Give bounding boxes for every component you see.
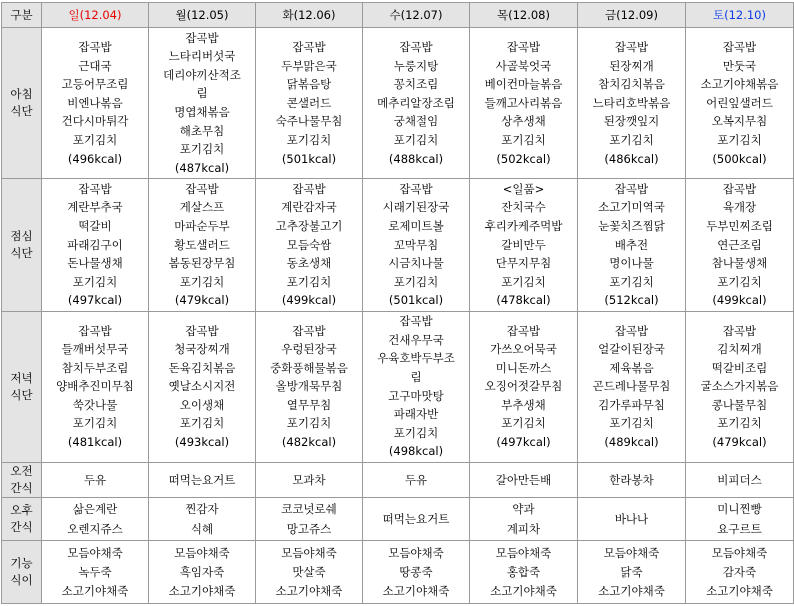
menu-item: (502kcal) xyxy=(496,151,551,166)
menu-item: 삶은계란 xyxy=(72,502,118,517)
menu-item: (498kcal) xyxy=(388,444,444,459)
menu-item: 계피차 xyxy=(506,522,541,537)
menu-item: (479kcal) xyxy=(174,293,230,308)
menu-cell xyxy=(470,462,578,497)
menu-item: 상추생채 xyxy=(501,114,546,129)
menu-item: 포기김치 xyxy=(72,274,118,289)
menu-item: 잡곡밥 xyxy=(292,323,326,338)
table-header xyxy=(2,3,794,28)
menu-item: 소고기야채죽 xyxy=(382,583,450,598)
menu-item: 근대국 xyxy=(78,58,112,73)
menu-item: (497kcal) xyxy=(496,435,551,450)
menu-cell xyxy=(42,28,149,179)
menu-cell xyxy=(256,311,363,462)
menu-item: 홍합죽 xyxy=(506,564,541,579)
menu-cell xyxy=(256,28,363,179)
menu-cell xyxy=(578,462,686,497)
menu-item: 땅콩죽 xyxy=(399,564,433,579)
menu-item: 꽁치조림 xyxy=(393,77,439,92)
menu-item: 제육볶음 xyxy=(609,360,654,375)
row-label-breakfast xyxy=(2,28,42,179)
menu-item: 느타리버섯국 xyxy=(168,49,236,64)
menu-item: (489kcal) xyxy=(604,435,659,450)
menu-item: 오이생채 xyxy=(179,397,225,412)
menu-item: 포기김치 xyxy=(717,416,762,431)
menu-item: 잡곡밥 xyxy=(185,323,219,338)
row-label-line: 식단 xyxy=(10,245,33,260)
day-header-sun: 일(12.04) xyxy=(42,3,149,28)
day-header-sat: 토(12.10) xyxy=(686,3,794,28)
menu-item: 갈아만든배 xyxy=(495,472,552,487)
menu-item: (481kcal) xyxy=(67,435,123,450)
menu-item: 녹두죽 xyxy=(78,564,112,579)
menu-item: 청국장찌개 xyxy=(174,342,230,357)
row-label-lunch xyxy=(2,179,42,311)
menu-item: 우렁된장국 xyxy=(281,342,337,357)
menu-item: 옛날소시지전 xyxy=(168,379,236,394)
menu-item: 약과 xyxy=(512,502,535,517)
menu-item: 잡곡밥 xyxy=(78,39,112,54)
row-label-line: 오전 xyxy=(10,463,33,478)
menu-item: 포기김치 xyxy=(501,416,546,431)
menu-item: 포기김치 xyxy=(717,274,762,289)
menu-item: 모듬숙쌈 xyxy=(286,237,332,252)
menu-item: 중화풍해물볶음 xyxy=(270,360,348,375)
menu-item: 두부맑은국 xyxy=(281,58,337,73)
row-lunch xyxy=(2,179,794,311)
menu-item: 포기김치 xyxy=(179,416,225,431)
menu-item: 모듬야채죽 xyxy=(711,545,768,560)
menu-item: 포기김치 xyxy=(72,132,118,147)
menu-item: 떠먹는요거트 xyxy=(382,512,450,527)
row-am_snack xyxy=(2,462,794,497)
menu-item: 잡곡밥 xyxy=(722,323,757,338)
menu-item: 열무무침 xyxy=(286,397,332,412)
menu-item: 포기김치 xyxy=(179,274,225,289)
menu-cell xyxy=(256,462,363,497)
menu-item: 포기김치 xyxy=(393,274,439,289)
menu-cell xyxy=(42,497,149,540)
menu-item: 포기김치 xyxy=(179,142,225,157)
table-body xyxy=(2,28,794,604)
menu-cell xyxy=(363,179,470,311)
menu-item: (501kcal) xyxy=(388,293,444,308)
menu-item: 고추장불고기 xyxy=(275,218,343,233)
menu-cell xyxy=(686,28,794,179)
menu-item: 굴소스가지볶음 xyxy=(700,379,779,394)
menu-cell xyxy=(149,462,256,497)
menu-cell xyxy=(578,179,686,311)
menu-item: 잡곡밥 xyxy=(185,30,219,45)
menu-item: 들깨고사리볶음 xyxy=(484,95,563,110)
menu-item: 갈비만두 xyxy=(501,237,546,252)
menu-item: 오렌지쥬스 xyxy=(67,522,123,537)
menu-cell xyxy=(149,311,256,462)
menu-cell xyxy=(363,541,470,604)
menu-item: 잡곡밥 xyxy=(614,181,649,196)
menu-item: 식혜 xyxy=(190,522,214,537)
menu-cell xyxy=(470,311,578,462)
menu-item: 메추리알장조림 xyxy=(377,95,455,110)
menu-item: 황도샐러드 xyxy=(174,237,230,252)
menu-item: (482kcal) xyxy=(281,435,337,450)
menu-item: 잡곡밥 xyxy=(292,39,326,54)
row-label-line: 오후 xyxy=(10,503,33,518)
menu-item: 두부민찌조림 xyxy=(706,218,773,233)
menu-item: 한라봉차 xyxy=(609,472,654,487)
menu-cell xyxy=(578,497,686,540)
menu-item: 올방개묵무침 xyxy=(275,379,343,394)
menu-item: 포기김치 xyxy=(501,274,546,289)
menu-item: 고구마맛탕 xyxy=(388,388,444,403)
menu-item: 돈육김치볶음 xyxy=(168,360,236,375)
menu-item: 찐감자 xyxy=(185,502,219,517)
menu-item: 부추생채 xyxy=(501,397,546,412)
menu-cell xyxy=(42,311,149,462)
menu-item: 된장깻잎지 xyxy=(603,114,660,129)
menu-item: 포기김치 xyxy=(393,132,439,147)
menu-cell xyxy=(149,179,256,311)
menu-item: 모듬야채죽 xyxy=(281,545,337,560)
weekly-menu-table xyxy=(1,2,794,604)
day-header-weekday: 화(12.06) xyxy=(256,3,363,28)
menu-item: 잡곡밥 xyxy=(185,181,219,196)
menu-item: 포기김치 xyxy=(286,274,332,289)
menu-item: 림 xyxy=(196,86,208,101)
menu-item: 돈나물생채 xyxy=(67,256,123,271)
menu-item: 비엔나볶음 xyxy=(67,95,123,110)
menu-item: 단무지무침 xyxy=(495,256,552,271)
menu-item: 콘샐러드 xyxy=(286,95,332,110)
menu-item: 양배추진미무침 xyxy=(56,379,134,394)
menu-item: (478kcal) xyxy=(496,293,551,308)
menu-item: 포기김치 xyxy=(609,132,654,147)
menu-cell xyxy=(363,497,470,540)
row-label-line: 간식 xyxy=(10,520,33,535)
menu-item: 모듬야채죽 xyxy=(388,545,444,560)
menu-item: 흑임자죽 xyxy=(179,564,225,579)
row-label-line: 식단 xyxy=(10,104,33,119)
menu-item: (493kcal) xyxy=(174,435,230,450)
row-label-line: 기능 xyxy=(10,556,33,571)
row-label-line: 식이 xyxy=(10,573,33,588)
menu-item: 동초생채 xyxy=(286,256,332,271)
menu-item: 만둣국 xyxy=(722,58,757,73)
menu-item: 잡곡밥 xyxy=(399,314,433,329)
menu-item: 소고기미역국 xyxy=(598,200,665,215)
menu-item: 후리카케주먹밥 xyxy=(484,218,563,233)
menu-item: 육개장 xyxy=(722,200,757,215)
menu-item: 건새우무국 xyxy=(388,332,444,347)
menu-item: 들깨버섯무국 xyxy=(61,342,129,357)
day-header-weekday: 수(12.07) xyxy=(363,3,470,28)
row-label-line: 간식 xyxy=(10,480,33,495)
menu-cell xyxy=(363,462,470,497)
menu-item: 눈꽃치즈찜닭 xyxy=(598,218,665,233)
menu-item: 파래김구이 xyxy=(67,237,123,252)
menu-item: 참치김치볶음 xyxy=(598,77,665,92)
row-label-line: 아침 xyxy=(10,87,33,102)
menu-cell xyxy=(686,541,794,604)
menu-item: 맛살죽 xyxy=(292,564,326,579)
menu-item: 두유 xyxy=(404,472,428,487)
menu-item: 해초무침 xyxy=(179,123,225,138)
menu-item: 명엽채볶음 xyxy=(174,105,230,120)
menu-item: 참나물생채 xyxy=(711,256,768,271)
menu-item: 미니돈까스 xyxy=(495,360,552,375)
menu-item: 계란부추국 xyxy=(67,200,123,215)
menu-item: 숙주나물무침 xyxy=(275,114,343,129)
header-label: 구분 xyxy=(2,3,42,28)
menu-item: (496kcal) xyxy=(67,151,123,166)
menu-item: 시금치나물 xyxy=(388,256,444,271)
row-dinner xyxy=(2,311,794,462)
menu-cell xyxy=(363,311,470,462)
menu-cell xyxy=(42,462,149,497)
menu-item: 콩나물무침 xyxy=(711,397,768,412)
menu-cell xyxy=(149,28,256,179)
menu-item: 두유 xyxy=(83,472,107,487)
menu-item: (488kcal) xyxy=(388,151,444,166)
menu-cell xyxy=(149,541,256,604)
menu-item: 궁채절임 xyxy=(393,114,439,129)
menu-item: 게살스프 xyxy=(179,200,225,215)
menu-item: 망고쥬스 xyxy=(286,522,332,537)
row-label-pm_snack xyxy=(2,497,42,540)
menu-cell xyxy=(42,179,149,311)
row-pm_snack xyxy=(2,497,794,540)
menu-item: 소고기야채죽 xyxy=(598,583,665,598)
menu-item: 가쓰오어묵국 xyxy=(490,342,557,357)
menu-item: 파래자반 xyxy=(393,407,439,422)
menu-item: 잡곡밥 xyxy=(78,181,112,196)
day-header-weekday: 금(12.09) xyxy=(578,3,686,28)
menu-item: 연근조림 xyxy=(717,237,762,252)
menu-item: 포기김치 xyxy=(286,416,332,431)
menu-item: 떡갈비 xyxy=(78,218,112,233)
menu-item: 어린잎샐러드 xyxy=(706,95,773,110)
menu-item: 닭볶음탕 xyxy=(286,77,332,92)
menu-item: (499kcal) xyxy=(712,293,767,308)
menu-item: 곤드레나물무침 xyxy=(592,379,671,394)
menu-item: 잡곡밥 xyxy=(722,39,757,54)
menu-item: 모듬야채죽 xyxy=(495,545,552,560)
menu-item: 포기김치 xyxy=(717,132,762,147)
menu-item: (486kcal) xyxy=(604,151,659,166)
menu-item: 떠먹는요거트 xyxy=(168,472,236,487)
menu-item: 잡곡밥 xyxy=(399,39,433,54)
menu-item: (479kcal) xyxy=(712,435,767,450)
menu-item: 누룽지탕 xyxy=(393,58,439,73)
menu-item: 잔치국수 xyxy=(501,200,546,215)
menu-item: 잡곡밥 xyxy=(722,181,757,196)
menu-cell xyxy=(256,497,363,540)
row-label-line: 저녁 xyxy=(10,370,33,385)
menu-cell xyxy=(470,28,578,179)
menu-item: 바나나 xyxy=(614,512,649,527)
menu-item: 소고기야채죽 xyxy=(61,583,129,598)
menu-item: 오징어젓갈무침 xyxy=(484,379,563,394)
menu-item: 김가루파무침 xyxy=(598,397,665,412)
menu-item: 꼬막무침 xyxy=(393,237,439,252)
menu-item: 모듬야채죽 xyxy=(603,545,660,560)
menu-item: 소고기야채죽 xyxy=(275,583,343,598)
menu-item: 떡갈비조림 xyxy=(711,360,768,375)
menu-cell xyxy=(578,311,686,462)
menu-item: 모듬야채죽 xyxy=(67,545,123,560)
menu-cell xyxy=(686,462,794,497)
menu-item: 베이컨마늘볶음 xyxy=(484,77,563,92)
menu-item: 봄동된장무침 xyxy=(168,256,236,271)
menu-item: 느타리호박볶음 xyxy=(592,95,671,110)
menu-item: 사골북엇국 xyxy=(495,58,552,73)
menu-item: (499kcal) xyxy=(281,293,337,308)
menu-item: (487kcal) xyxy=(174,160,230,175)
menu-item: 소고기야채죽 xyxy=(706,583,773,598)
menu-item: 시래기된장국 xyxy=(382,200,450,215)
row-functional xyxy=(2,541,794,604)
menu-item: 김치찌개 xyxy=(717,342,762,357)
row-label-functional xyxy=(2,541,42,604)
menu-item: 마파순두부 xyxy=(174,218,230,233)
menu-item: 배추전 xyxy=(614,237,649,252)
menu-item: 잡곡밥 xyxy=(614,39,649,54)
menu-cell xyxy=(686,497,794,540)
header-row xyxy=(2,3,794,28)
menu-item: 감자죽 xyxy=(722,564,757,579)
menu-item: 오복지무침 xyxy=(711,114,768,129)
menu-item: 미니찐빵 xyxy=(717,502,762,517)
menu-item: 잡곡밥 xyxy=(399,181,433,196)
menu-item: 비피더스 xyxy=(717,472,762,487)
menu-item: 참치두부조림 xyxy=(61,360,129,375)
day-header-weekday: 목(12.08) xyxy=(470,3,578,28)
menu-item: (500kcal) xyxy=(712,151,767,166)
menu-item: 건다시마튀각 xyxy=(61,114,129,129)
menu-item: 소고기야채죽 xyxy=(490,583,557,598)
menu-item: (512kcal) xyxy=(604,293,659,308)
menu-item: 잡곡밥 xyxy=(506,323,541,338)
menu-item: 림 xyxy=(410,369,422,384)
menu-item: 모듬야채죽 xyxy=(174,545,230,560)
menu-item: 포기김치 xyxy=(72,416,118,431)
menu-item: (497kcal) xyxy=(67,293,123,308)
menu-cell xyxy=(470,497,578,540)
menu-item: 소고기야채볶음 xyxy=(700,77,779,92)
menu-item: 닭죽 xyxy=(620,564,643,579)
menu-item: 잡곡밥 xyxy=(78,323,112,338)
menu-item: 코코넛로쉐 xyxy=(281,502,337,517)
menu-cell xyxy=(42,541,149,604)
menu-item: 포기김치 xyxy=(501,132,546,147)
menu-item: <일품> xyxy=(502,181,545,196)
menu-cell xyxy=(578,541,686,604)
menu-cell xyxy=(686,179,794,311)
menu-item: 계란감자국 xyxy=(281,200,337,215)
row-label-dinner xyxy=(2,311,42,462)
menu-item: 포기김치 xyxy=(393,425,439,440)
menu-item: (501kcal) xyxy=(281,151,337,166)
menu-item: 쑥갓나물 xyxy=(72,397,118,412)
menu-item: 포기김치 xyxy=(286,132,332,147)
menu-item: 포기김치 xyxy=(609,416,654,431)
menu-item: 우육호박두부조 xyxy=(377,351,455,366)
menu-cell xyxy=(256,179,363,311)
menu-cell xyxy=(578,28,686,179)
menu-item: 명이나물 xyxy=(609,256,654,271)
menu-item: 잡곡밥 xyxy=(614,323,649,338)
menu-cell xyxy=(363,28,470,179)
menu-item: 포기김치 xyxy=(609,274,654,289)
row-breakfast xyxy=(2,28,794,179)
row-label-am_snack xyxy=(2,462,42,497)
menu-cell xyxy=(470,541,578,604)
menu-item: 된장찌개 xyxy=(609,58,654,73)
menu-item: 모과차 xyxy=(292,472,326,487)
menu-cell xyxy=(256,541,363,604)
menu-cell xyxy=(470,179,578,311)
menu-cell xyxy=(149,497,256,540)
menu-item: 로제미트볼 xyxy=(388,218,444,233)
row-label-line: 점심 xyxy=(10,228,33,243)
menu-item: 얼갈이된장국 xyxy=(598,342,665,357)
menu-item: 잡곡밥 xyxy=(506,39,541,54)
menu-item: 고등어무조림 xyxy=(61,77,129,92)
day-header-weekday: 월(12.05) xyxy=(149,3,256,28)
row-label-line: 식단 xyxy=(10,387,33,402)
menu-cell xyxy=(686,311,794,462)
menu-item: 소고기야채죽 xyxy=(168,583,236,598)
menu-item: 데리야끼산적조 xyxy=(163,67,241,82)
menu-item: 요구르트 xyxy=(717,522,762,537)
menu-item: 잡곡밥 xyxy=(292,181,326,196)
